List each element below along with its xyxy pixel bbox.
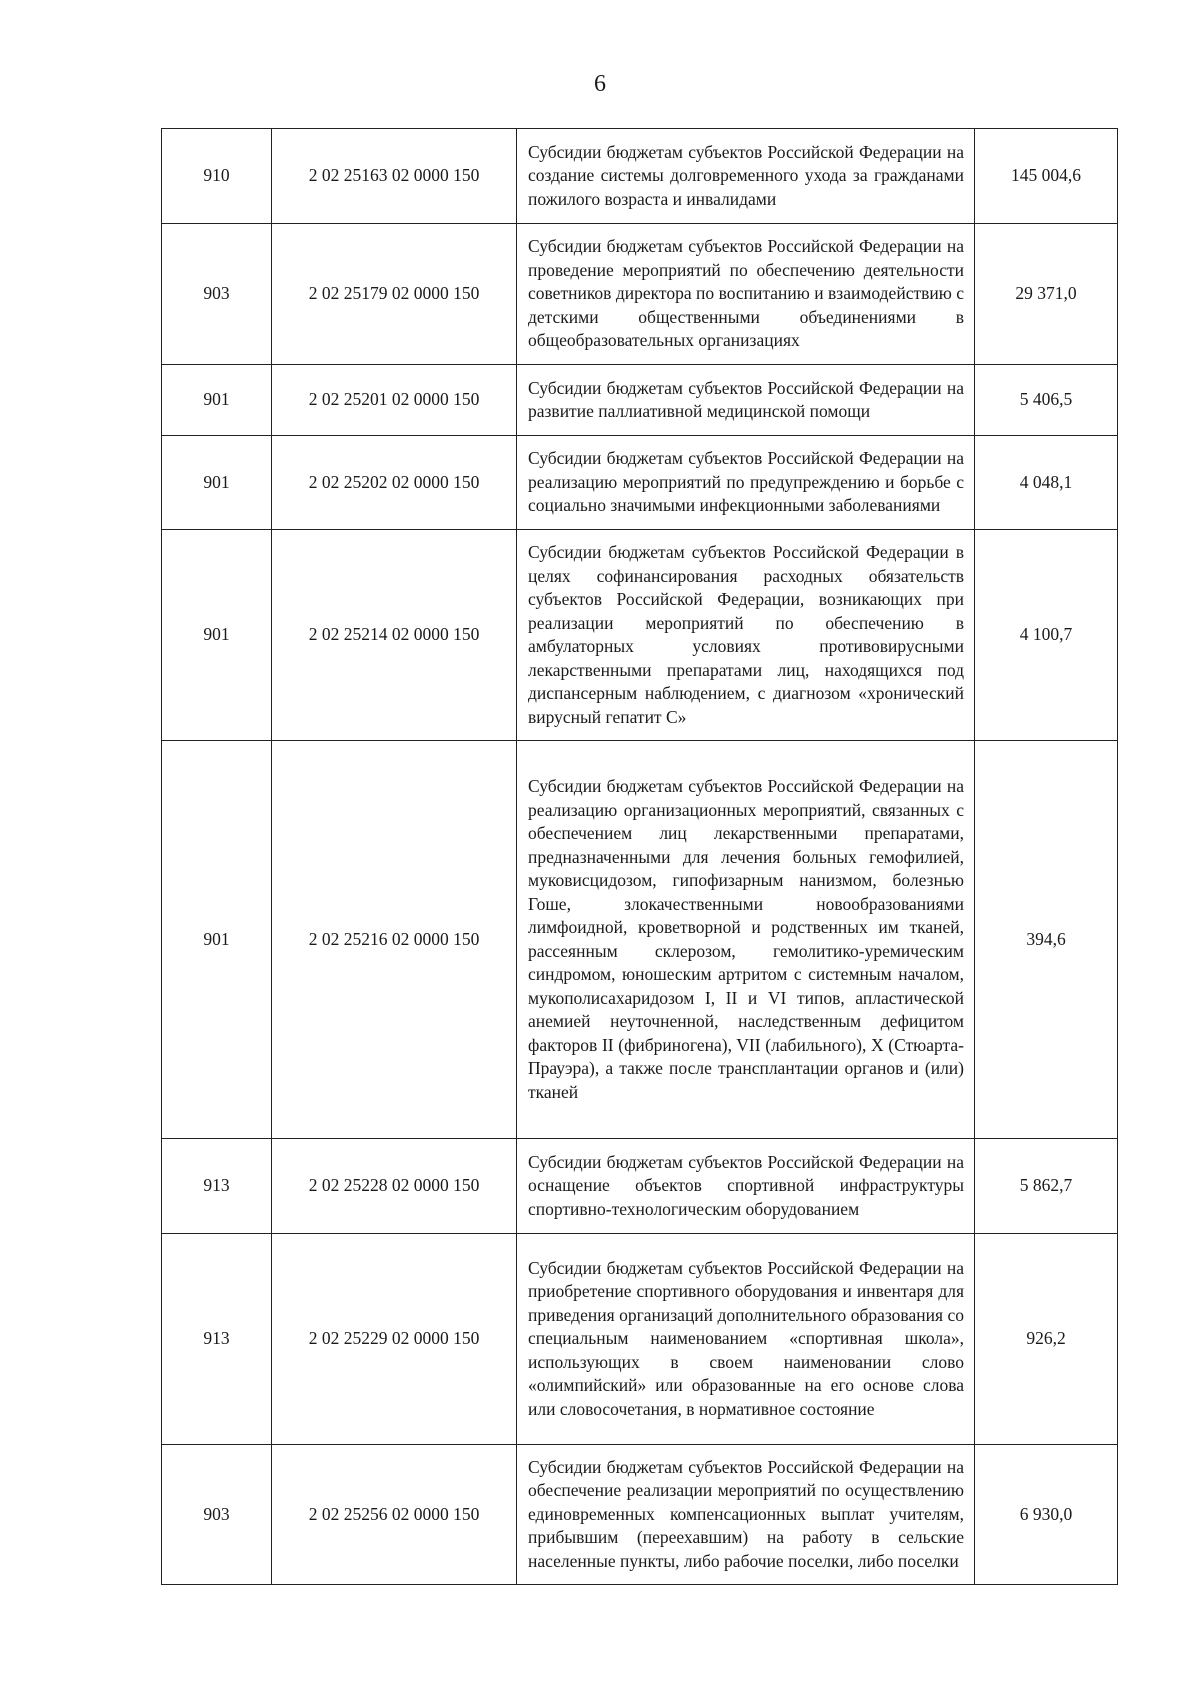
- revenue-description-cell: [517, 741, 975, 1139]
- table-row: [162, 741, 1118, 1139]
- revenue-description-cell: [517, 436, 975, 530]
- budget-classification-code-cell: 2 02 25229 02 0000 150: [272, 1234, 517, 1445]
- revenue-description: Субсидии бюджетам субъектов Российской Федерации на реализацию организационных мероприятий, связанных с обеспечением лиц лекарственными препаратами, предназначенными для лечения больных гемофилией, муковисцидозом, гипофизарным нанизмом, болезнью Гоше, злокачественными новообразованиями лимфоидной, кроветворной и родственных им тканей, рассеянным склерозом, гемолитико-уремическим синдромом, юношеским артритом с системным началом, мукополисахаридозом I, II и VI типов, апластической анемией неуточненной, наследственным дефицитом факторов II (фибриногена), VII (лабильного), X (Стюарта-Прауэра), а также после трансплантации органов и (или) тканей: [528, 776, 964, 1102]
- table-row: [162, 530, 1118, 741]
- amount-cell: 4 048,1: [975, 436, 1118, 530]
- revenue-description-cell: [517, 1445, 975, 1585]
- table-row: [162, 129, 1118, 224]
- revenue-description-cell: [517, 365, 975, 436]
- page-number: 6: [594, 71, 606, 97]
- amount-cell: 145 004,6: [975, 129, 1118, 224]
- admin-code-cell: 901: [162, 365, 272, 436]
- budget-classification-code-cell: 2 02 25163 02 0000 150: [272, 129, 517, 224]
- admin-code-cell: 913: [162, 1234, 272, 1445]
- budget-classification-code-cell: 2 02 25202 02 0000 150: [272, 436, 517, 530]
- revenue-description-cell: [517, 129, 975, 224]
- revenue-description: Субсидии бюджетам субъектов Российской Федерации на оснащение объектов спортивной инфраструктуры спортивно-технологическим оборудованием: [528, 1151, 964, 1219]
- amount-cell: 4 100,7: [975, 530, 1118, 741]
- revenue-description: Субсидии бюджетам субъектов Российской Федерации на создание системы долговременного ухода за гражданами пожилого возраста и инвалидами: [528, 141, 964, 209]
- amount-cell: 5 406,5: [975, 365, 1118, 436]
- amount-cell: 6 930,0: [975, 1445, 1118, 1585]
- amount-cell: 394,6: [975, 741, 1118, 1139]
- table-row: [162, 1234, 1118, 1445]
- table-row: [162, 224, 1118, 365]
- amount-cell: 5 862,7: [975, 1139, 1118, 1234]
- budget-classification-code-cell: 2 02 25256 02 0000 150: [272, 1445, 517, 1585]
- table-row: [162, 1139, 1118, 1234]
- revenue-description-cell: [517, 1234, 975, 1445]
- admin-code-cell: 901: [162, 741, 272, 1139]
- table-row: [162, 365, 1118, 436]
- table-row: [162, 1445, 1118, 1585]
- admin-code-cell: 903: [162, 1445, 272, 1585]
- revenue-description-cell: [517, 530, 975, 741]
- amount-cell: 926,2: [975, 1234, 1118, 1445]
- admin-code-cell: 910: [162, 129, 272, 224]
- revenue-description: Субсидии бюджетам субъектов Российской Федерации на проведение мероприятий по обеспечению деятельности советников директора по воспитанию и взаимодействию с детскими общественными объединениями в общеобразовательных организациях: [528, 236, 964, 351]
- admin-code-cell: 901: [162, 530, 272, 741]
- revenue-description: Субсидии бюджетам субъектов Российской Федерации в целях софинансирования расходных обязательств субъектов Российской Федерации, возникающих при реализации мероприятий по обеспечению в амбулаторных условиях противовирусными лекарственными препаратами лиц, находящихся под диспансерным наблюдением, с диагнозом «хронический вирусный гепатит С»: [528, 542, 964, 727]
- budget-classification-code-cell: 2 02 25201 02 0000 150: [272, 365, 517, 436]
- revenue-description-cell: [517, 224, 975, 365]
- revenue-description: Субсидии бюджетам субъектов Российской Федерации на обеспечение реализации мероприятий по осуществлению единовременных компенсационных выплат учителям, прибывшим (переехавшим) на работу в сельские населенные пункты, либо рабочие поселки, либо поселки: [528, 1456, 964, 1571]
- budget-classification-code-cell: 2 02 25179 02 0000 150: [272, 224, 517, 365]
- revenue-description: Субсидии бюджетам субъектов Российской Федерации на реализацию мероприятий по предупреждению и борьбе с социально значимыми инфекционными заболеваниями: [528, 448, 964, 516]
- budget-classification-code-cell: 2 02 25216 02 0000 150: [272, 741, 517, 1139]
- revenue-description-cell: [517, 1139, 975, 1234]
- admin-code-cell: 903: [162, 224, 272, 365]
- table-row: [162, 436, 1118, 530]
- budget-revenue-table: [161, 128, 1118, 1585]
- budget-classification-code-cell: 2 02 25228 02 0000 150: [272, 1139, 517, 1234]
- budget-classification-code-cell: 2 02 25214 02 0000 150: [272, 530, 517, 741]
- revenue-description: Субсидии бюджетам субъектов Российской Федерации на развитие паллиативной медицинской помощи: [528, 377, 964, 421]
- revenue-description: Субсидии бюджетам субъектов Российской Федерации на приобретение спортивного оборудования и инвентаря для приведения организаций дополнительного образования со специальным наименованием «спортивная школа», использующих в своем наименовании слово «олимпийский» или образованные на его основе слова или словосочетания, в нормативное состояние: [528, 1257, 964, 1419]
- admin-code-cell: 913: [162, 1139, 272, 1234]
- amount-cell: 29 371,0: [975, 224, 1118, 365]
- admin-code-cell: 901: [162, 436, 272, 530]
